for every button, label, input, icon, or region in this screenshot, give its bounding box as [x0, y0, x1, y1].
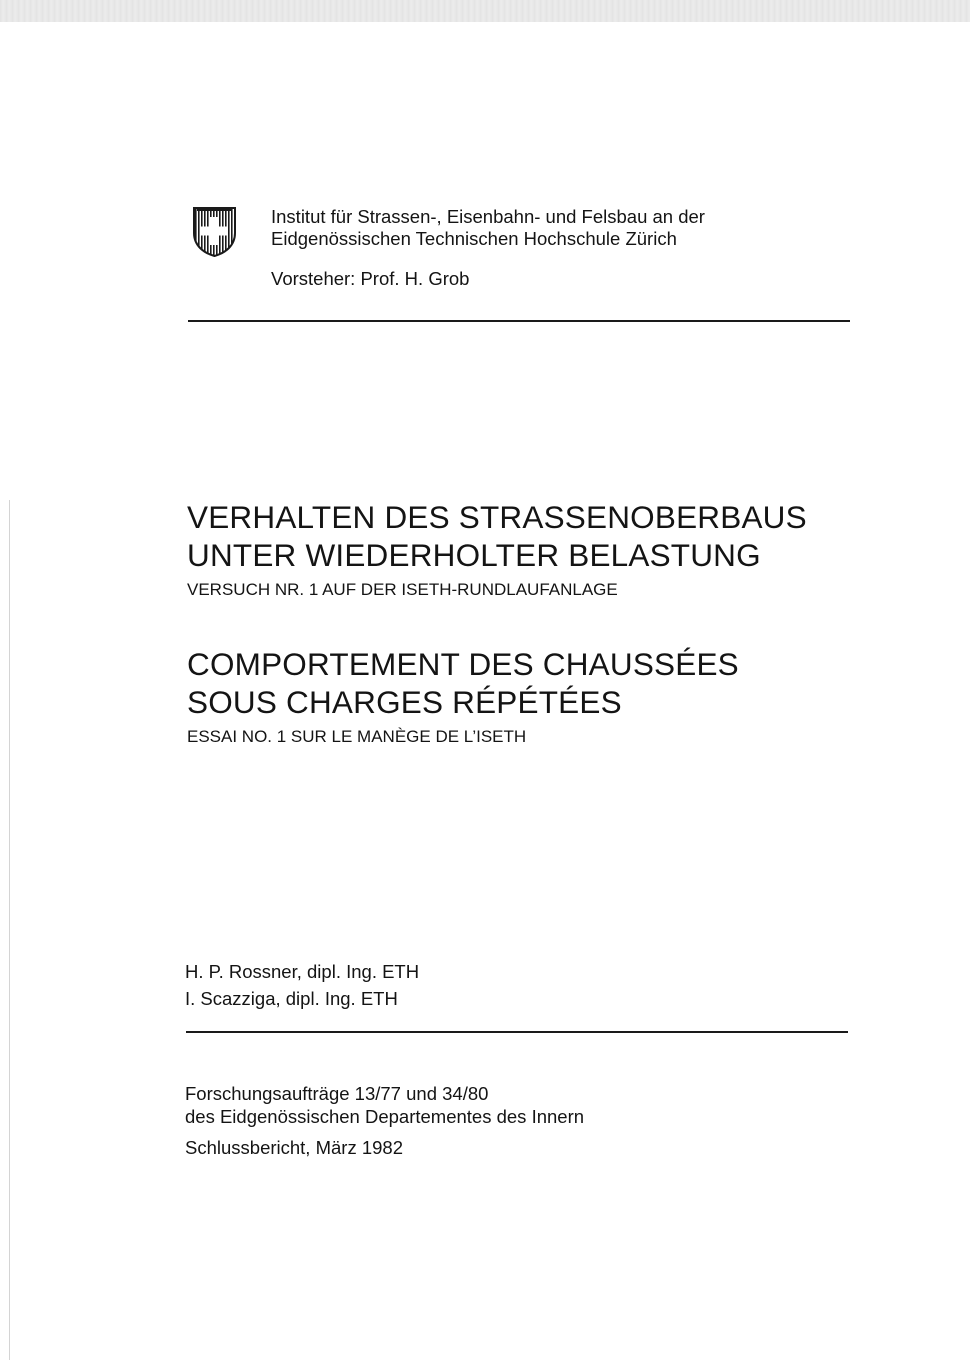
institute-line-1: Institut für Strassen-, Eisenbahn- und Felsbau an der	[271, 206, 705, 227]
scan-top-band	[0, 0, 970, 22]
authors	[185, 958, 419, 1012]
divider-bottom	[186, 1031, 848, 1033]
author-2: I. Scazziga, dipl. Ing. ETH	[185, 988, 398, 1009]
subtitle-de: VERSUCH NR. 1 AUF DER ISETH-RUNDLAUFANLAGE	[187, 580, 618, 599]
title-de-line-2: UNTER WIEDERHOLTER BELASTUNG	[187, 537, 761, 573]
institute-line-2: Eidgenössischen Technischen Hochschule Zürich	[271, 228, 677, 249]
title-de-line-1: VERHALTEN DES STRASSENOBERBAUS	[187, 499, 807, 535]
research-contracts: Forschungsaufträge 13/77 und 34/80	[185, 1083, 489, 1104]
director-line: Vorsteher: Prof. H. Grob	[271, 268, 470, 289]
title-fr-line-2: SOUS CHARGES RÉPÉTÉES	[187, 684, 622, 720]
divider-top	[188, 320, 850, 322]
title-fr-line-1: COMPORTEMENT DES CHAUSSÉES	[187, 646, 739, 682]
scan-left-edge	[9, 500, 10, 1360]
author-1: H. P. Rossner, dipl. Ing. ETH	[185, 961, 420, 982]
subtitle-fr: ESSAI NO. 1 SUR LE MANÈGE DE L’ISETH	[187, 727, 527, 746]
report-date: Schlussbericht, März 1982	[185, 1137, 403, 1158]
department: des Eidgenössischen Departementes des Innern	[185, 1106, 585, 1127]
title-german	[187, 498, 807, 600]
institute-name	[271, 206, 705, 250]
swiss-crest-icon	[192, 205, 237, 257]
report-info	[185, 1083, 584, 1161]
title-french	[187, 645, 739, 747]
